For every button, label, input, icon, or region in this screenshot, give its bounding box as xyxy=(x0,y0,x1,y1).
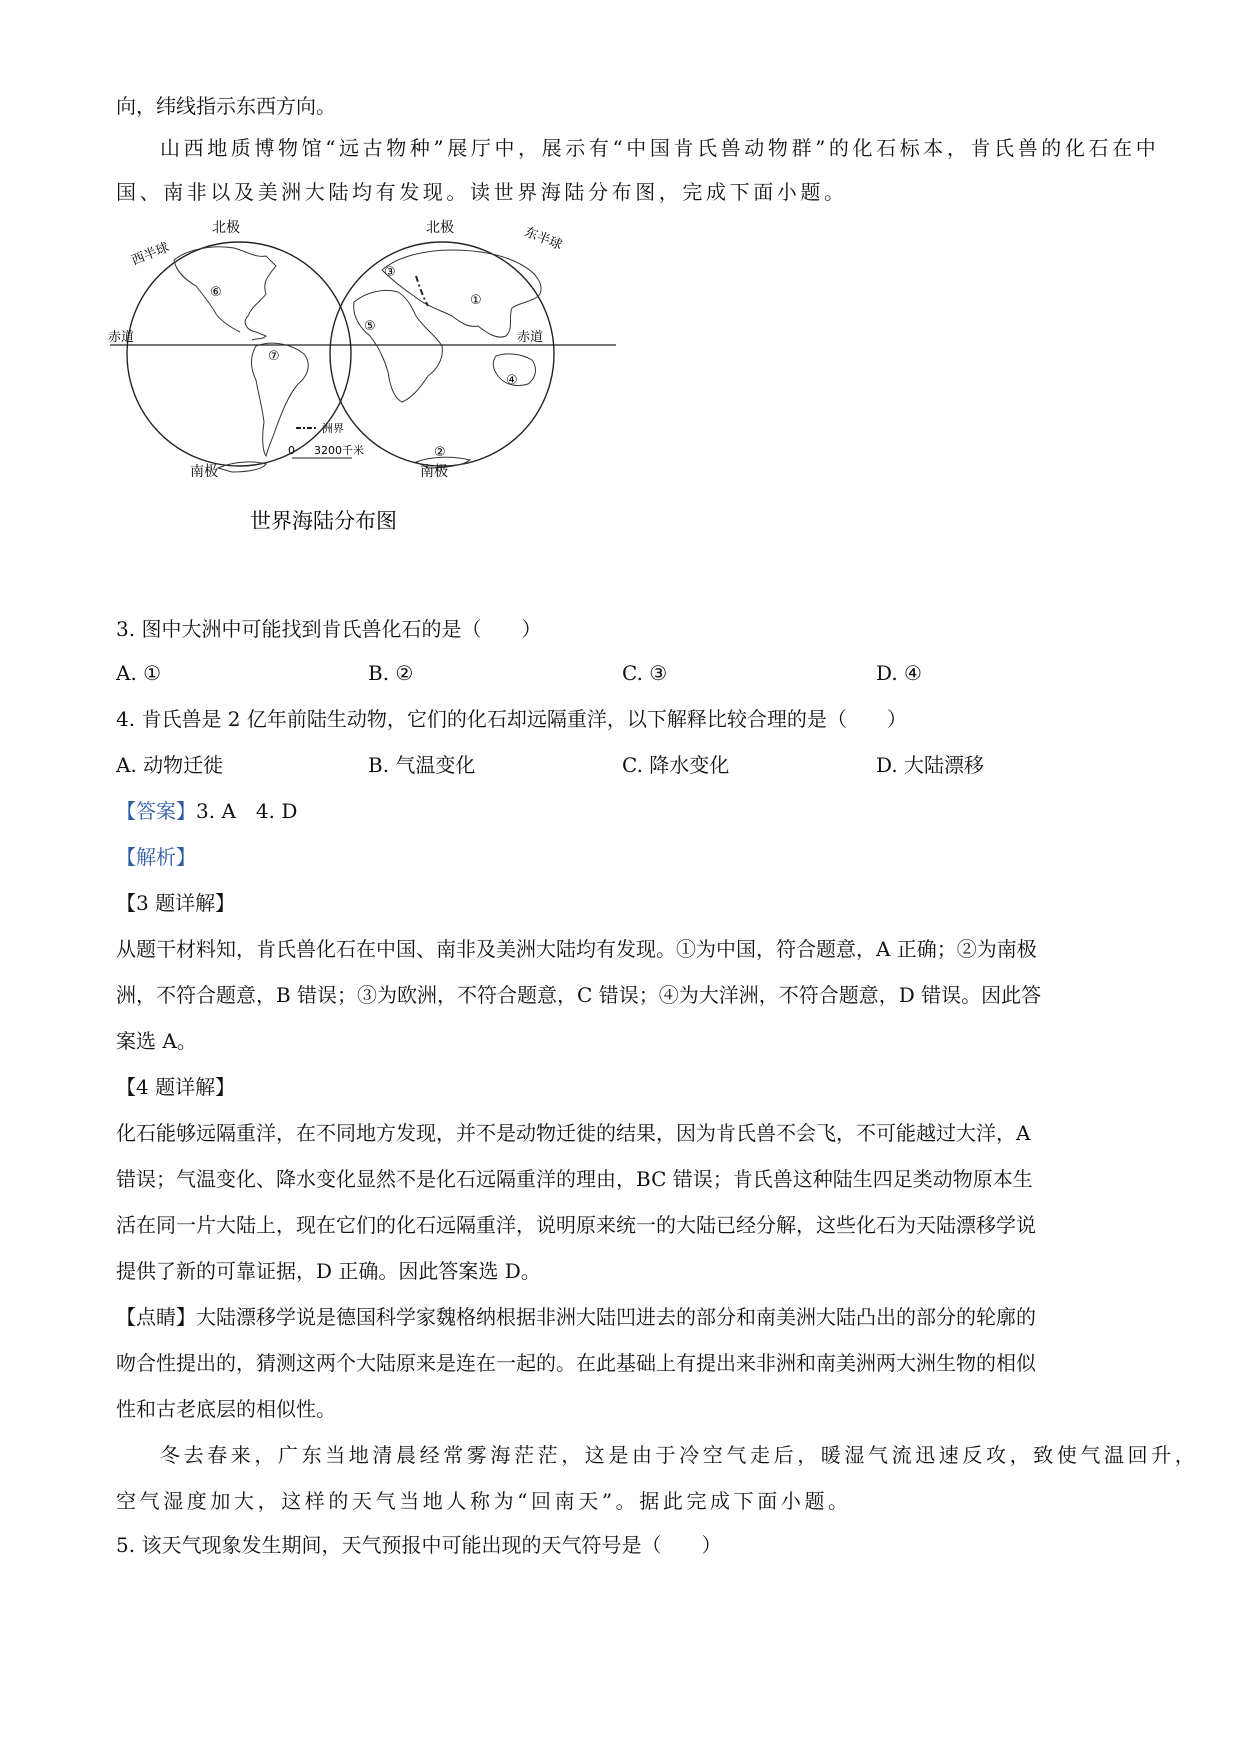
equator-label-west: 赤道 xyxy=(108,330,135,345)
detail4-line-3: 提供了新的可靠证据，D 正确。因此答案选 D。 xyxy=(116,1259,541,1283)
marker-3: ③ xyxy=(384,265,396,280)
q3-option-a: A. ① xyxy=(116,661,162,685)
detail4-line-2: 活在同一片大陆上，现在它们的化石远隔重洋，说明原来统一的大陆已经分解，这些化石为天陆漂移学说 xyxy=(116,1213,1036,1237)
tip-line-2: 性和古老底层的相似性。 xyxy=(116,1397,336,1421)
marker-4: ④ xyxy=(506,373,518,388)
intro-line-1: 山西地质博物馆“远古物种”展厅中，展示有“中国肯氏兽动物群”的化石标本，肯氏兽的化石在中 xyxy=(160,136,1160,160)
passage2-line-0: 冬去春来，广东当地清晨经常雾海茫茫，这是由于冷空气走后，暖湿气流迅速反攻，致使气温回升， xyxy=(160,1443,1199,1467)
detail3-line-0: 从题干材料知，肯氏兽化石在中国、南非及美洲大陆均有发现。①为中国，符合题意，A 正确；②为南极 xyxy=(116,937,1037,961)
marker-2: ② xyxy=(434,445,446,460)
intro-line-0: 向，纬线指示东西方向。 xyxy=(116,94,336,118)
marker-6: ⑥ xyxy=(210,285,222,300)
q5-stem: 5. 该天气现象发生期间，天气预报中可能出现的天气符号是（ ） xyxy=(116,1533,722,1557)
q4-option-c: C. 降水变化 xyxy=(622,753,730,777)
q4-option-a: A. 动物迁徙 xyxy=(116,753,224,777)
north-pole-label-west: 北极 xyxy=(212,220,240,236)
south-pole-label-west: 南极 xyxy=(190,464,218,480)
detail3-line-1: 洲，不符合题意，B 错误；③为欧洲，不符合题意，C 错误；④为大洋洲，不符合题意，D 错误。因此答 xyxy=(116,983,1042,1007)
passage2-line-1: 空气湿度加大，这样的天气当地人称为“回南天”。据此完成下面小题。 xyxy=(116,1489,852,1513)
analysis-tag: 【解析】 xyxy=(116,845,196,869)
world-land-sea-map xyxy=(108,220,636,586)
americas-outline xyxy=(174,247,308,472)
tip-line-1: 吻合性提出的，猜测这两个大陆原来是连在一起的。在此基础上有提出来非洲和南美洲两大洲生物的相似 xyxy=(116,1351,1036,1375)
q4-stem: 4. 肯氏兽是 2 亿年前陆生动物，它们的化石却远隔重洋，以下解释比较合理的是（ ） xyxy=(116,707,907,731)
marker-1: ① xyxy=(470,293,482,308)
marker-5: ⑤ xyxy=(364,319,376,334)
map-caption: 世界海陆分布图 xyxy=(250,509,397,533)
tip-line-0: 【点睛】大陆漂移学说是德国科学家魏格纳根据非洲大陆凹进去的部分和南美洲大陆凸出的部分的轮廓的 xyxy=(116,1305,1036,1329)
detail4-line-0: 化石能够远隔重洋，在不同地方发现，并不是动物迁徙的结果，因为肯氏兽不会飞，不可能越过大洋，A xyxy=(116,1121,1031,1145)
legend-boundary-label: 洲界 xyxy=(322,422,344,435)
q3-option-c: C. ③ xyxy=(622,661,668,685)
eastern-continents-outline xyxy=(354,250,544,468)
detail4-heading: 【4 题详解】 xyxy=(116,1075,236,1099)
detail4-line-1: 错误；气温变化、降水变化显然不是化石远隔重洋的理由，BC 错误；肯氏兽这种陆生四足类动物原本生 xyxy=(116,1167,1033,1191)
q4-option-d: D. 大陆漂移 xyxy=(876,753,985,777)
marker-7: ⑦ xyxy=(268,349,280,364)
detail3-line-2: 案选 A。 xyxy=(116,1029,197,1053)
answer-line xyxy=(116,796,1126,826)
south-pole-label-east: 南极 xyxy=(420,464,448,480)
q3-stem: 3. 图中大洲中可能找到肯氏兽化石的是（ ） xyxy=(116,617,542,641)
detail3-heading: 【3 题详解】 xyxy=(116,891,236,915)
north-pole-label-east: 北极 xyxy=(426,220,454,236)
scale-zero: 0 xyxy=(288,444,295,457)
intro-line-2: 国、南非以及美洲大陆均有发现。读世界海陆分布图，完成下面小题。 xyxy=(116,180,848,204)
q3-option-d: D. ④ xyxy=(876,661,922,685)
answer-text: 3. A 4. D xyxy=(196,799,298,823)
western-hemisphere-label: 西半球 xyxy=(129,240,172,269)
answer-tag: 【答案】 xyxy=(116,799,196,823)
eastern-hemisphere-label: 东半球 xyxy=(522,224,565,254)
western-hemisphere-outline xyxy=(127,242,351,466)
q3-option-b: B. ② xyxy=(368,661,414,685)
equator-label-east: 赤道 xyxy=(517,330,544,345)
scale-value: 3200千米 xyxy=(314,444,364,457)
q4-option-b: B. 气温变化 xyxy=(368,753,476,777)
